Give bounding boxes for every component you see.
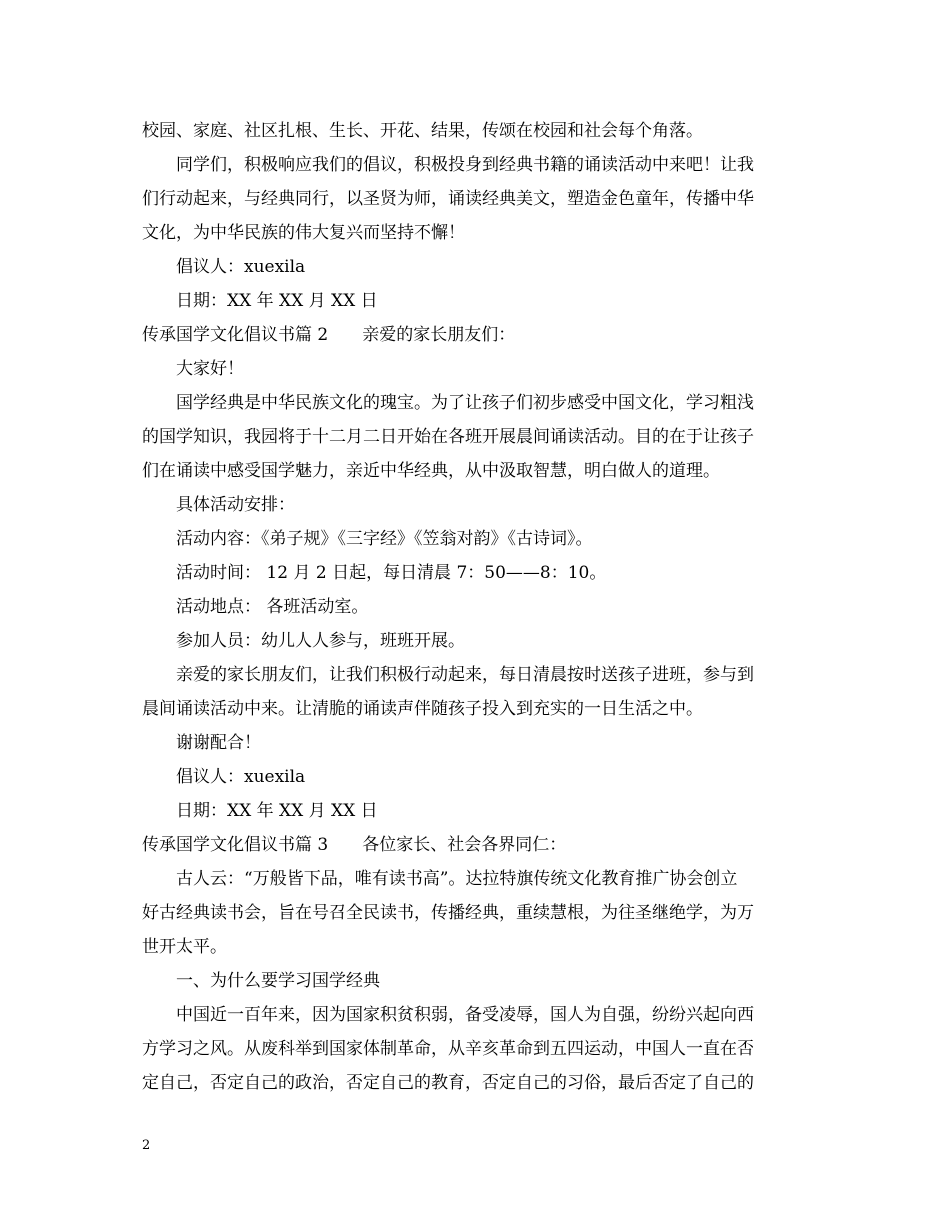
text-line-content: 活动内容：《弟子规》《三字经》《笠翁对韵》《古诗词》。 xyxy=(176,529,593,549)
text-line xyxy=(142,760,810,794)
text-line xyxy=(142,148,810,182)
text-line-content: 好古经典读书会，旨在号召全民读书，传播经典，重续慧根，为往圣继绝学，为万 xyxy=(142,903,754,923)
text-line xyxy=(142,318,810,352)
text-line xyxy=(142,454,810,488)
text-line xyxy=(142,624,810,658)
text-line-content: 倡议人：xuexila xyxy=(176,767,306,787)
text-line xyxy=(142,182,810,216)
text-line-content: 晨间诵读活动中来。让清脆的诵读声伴随孩子投入到充实的一日生活之中。 xyxy=(142,699,703,719)
text-line-content: 参加人员：幼儿人人参与，班班开展。 xyxy=(176,631,465,651)
text-line xyxy=(142,998,810,1032)
text-line xyxy=(142,352,810,386)
text-line xyxy=(142,726,810,760)
text-line-content: 国学经典是中华民族文化的瑰宝。为了让孩子们初步感受中国文化，学习粗浅 xyxy=(176,393,754,413)
text-line-content: 一、为什么要学习国学经典 xyxy=(176,971,380,991)
text-line-content: 传承国学文化倡议书篇 2 xyxy=(142,325,329,345)
salutation: 亲爱的家长朋友们： xyxy=(362,325,516,345)
text-line-content: 世开太平。 xyxy=(142,937,227,957)
text-line xyxy=(142,420,810,454)
text-line-content: 中国近一百年来，因为国家积贫积弱，备受凌辱，国人为自强，纷纷兴起向西 xyxy=(176,1005,754,1025)
text-line-content: 活动时间： 12 月 2 日起，每日清晨 7：50——8：10。 xyxy=(176,563,607,583)
text-line xyxy=(142,692,810,726)
text-line xyxy=(142,658,810,692)
text-line-content: 倡议人：xuexila xyxy=(176,257,306,277)
text-line xyxy=(142,590,810,624)
text-line xyxy=(142,284,810,318)
text-line-content: 传承国学文化倡议书篇 3 xyxy=(142,835,329,855)
text-line xyxy=(142,1066,810,1100)
text-line-content: 日期：XX 年 XX 月 XX 日 xyxy=(176,291,378,311)
text-line xyxy=(142,964,810,998)
text-line xyxy=(142,794,810,828)
text-line xyxy=(142,522,810,556)
text-line xyxy=(142,386,810,420)
text-line-content: 日期：XX 年 XX 月 XX 日 xyxy=(176,801,378,821)
text-line-content: 定自己，否定自己的政治，否定自己的教育，否定自己的习俗，最后否定了自己的 xyxy=(142,1073,754,1093)
text-line xyxy=(142,896,810,930)
text-line xyxy=(142,250,810,284)
text-line-content: 们在诵读中感受国学魅力，亲近中华经典，从中汲取智慧，明白做人的道理。 xyxy=(142,461,720,481)
text-line xyxy=(142,216,810,250)
text-line-content: 谢谢配合！ xyxy=(176,733,261,753)
text-line-content: 同学们，积极响应我们的倡议，积极投身到经典书籍的诵读活动中来吧！让我 xyxy=(176,155,754,175)
text-line-content: 校园、家庭、社区扎根、生长、开花、结果，传颂在校园和社会每个角落。 xyxy=(142,121,703,141)
text-line-content: 文化，为中华民族的伟大复兴而坚持不懈！ xyxy=(142,223,465,243)
text-line-content: 方学习之风。从废科举到国家体制革命，从辛亥革命到五四运动，中国人一直在否 xyxy=(142,1039,754,1059)
text-line-content: 活动地点： 各班活动室。 xyxy=(176,597,369,617)
text-line xyxy=(142,828,810,862)
text-line-content: 古人云：“万般皆下品，唯有读书高”。达拉特旗传统文化教育推广协会创立 xyxy=(176,869,738,889)
text-line-content: 大家好！ xyxy=(176,359,244,379)
text-line-content: 亲爱的家长朋友们，让我们积极行动起来，每日清晨按时送孩子进班，参与到 xyxy=(176,665,754,685)
text-line-content: 们行动起来，与经典同行，以圣贤为师，诵读经典美文，塑造金色童年，传播中华 xyxy=(142,189,754,209)
page-number: 2 xyxy=(142,1138,151,1153)
text-line xyxy=(142,930,810,964)
document-body xyxy=(142,114,810,1100)
text-line xyxy=(142,556,810,590)
text-line xyxy=(142,1032,810,1066)
text-line-content: 具体活动安排： xyxy=(176,495,295,515)
text-line-content: 的国学知识，我园将于十二月二日开始在各班开展晨间诵读活动。目的在于让孩子 xyxy=(142,427,754,447)
text-line xyxy=(142,862,810,896)
salutation: 各位家长、社会各界同仁： xyxy=(362,835,567,855)
text-line xyxy=(142,488,810,522)
text-line xyxy=(142,114,810,148)
